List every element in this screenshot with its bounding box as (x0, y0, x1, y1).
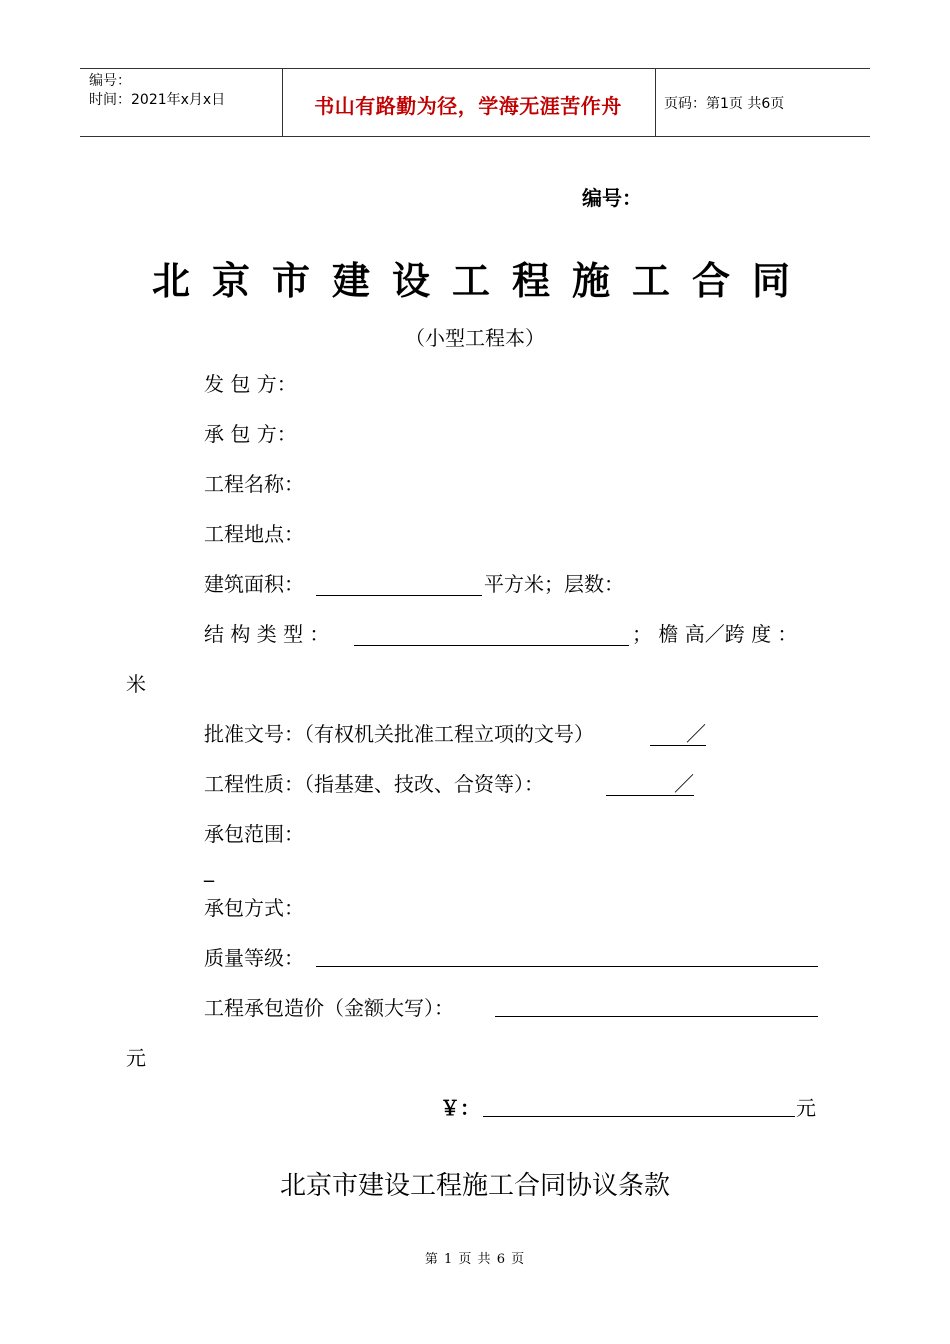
header-divider-right (655, 69, 656, 136)
section-title: 北京市建设工程施工合同协议条款 (279, 1171, 670, 1201)
structure-type-label: 结 构 类 型 ： (204, 622, 330, 646)
header-top-border (80, 68, 870, 69)
project-location-label: 工程地点： (204, 522, 304, 546)
approval-no-value: ／ (686, 722, 706, 746)
price-words-unit: 元 (126, 1046, 146, 1070)
header-number-label: 编号： (89, 73, 131, 89)
quality-label: 质量等级： (204, 946, 304, 970)
header-bottom-border (80, 136, 870, 137)
page-footer: 第 1 页 共 6 页 (424, 1252, 526, 1267)
project-name-label: 工程名称： (204, 472, 304, 496)
header-motto: 书山有路勤为径，学海无涯苦作舟 (314, 94, 622, 118)
meter-unit: 米 (126, 672, 146, 696)
price-figure-unit: 元 (796, 1096, 816, 1120)
header-time-label: 时间：2021年x月x日 (89, 92, 226, 108)
approval-no-label: 批准文号：（有权机关批准工程立项的文号） (204, 722, 594, 746)
structure-type-blank (354, 645, 629, 646)
building-area-label: 建筑面积： (204, 572, 304, 596)
header-page-label: 页码：第1页 共6页 (664, 96, 785, 112)
scope-label: 承包范围： (204, 822, 304, 846)
project-nature-value: ／ (674, 772, 694, 796)
doc-number-label: 编号： (582, 186, 642, 210)
price-words-label: 工程承包造价（金额大写）： (204, 996, 454, 1020)
building-area-blank (316, 595, 482, 596)
page-subtitle: （小型工程本） (405, 326, 545, 350)
eave-height-label: ； 檐 高／跨 度 ： (632, 622, 798, 646)
quality-blank (316, 966, 818, 967)
area-unit-label: 平方米；层数： (484, 572, 624, 596)
scope-value: _ (204, 858, 214, 882)
page-title: 北京市建设工程施工合同 (151, 259, 812, 303)
price-figure-blank (483, 1116, 795, 1117)
price-figure-label: ￥： (440, 1096, 480, 1120)
contractor-label: 承 包 方： (204, 422, 297, 446)
employer-label: 发 包 方： (204, 372, 297, 396)
method-label: 承包方式： (204, 896, 304, 920)
price-words-blank (495, 1016, 818, 1017)
project-nature-label: 工程性质：（指基建、技改、合资等）： (204, 772, 544, 796)
